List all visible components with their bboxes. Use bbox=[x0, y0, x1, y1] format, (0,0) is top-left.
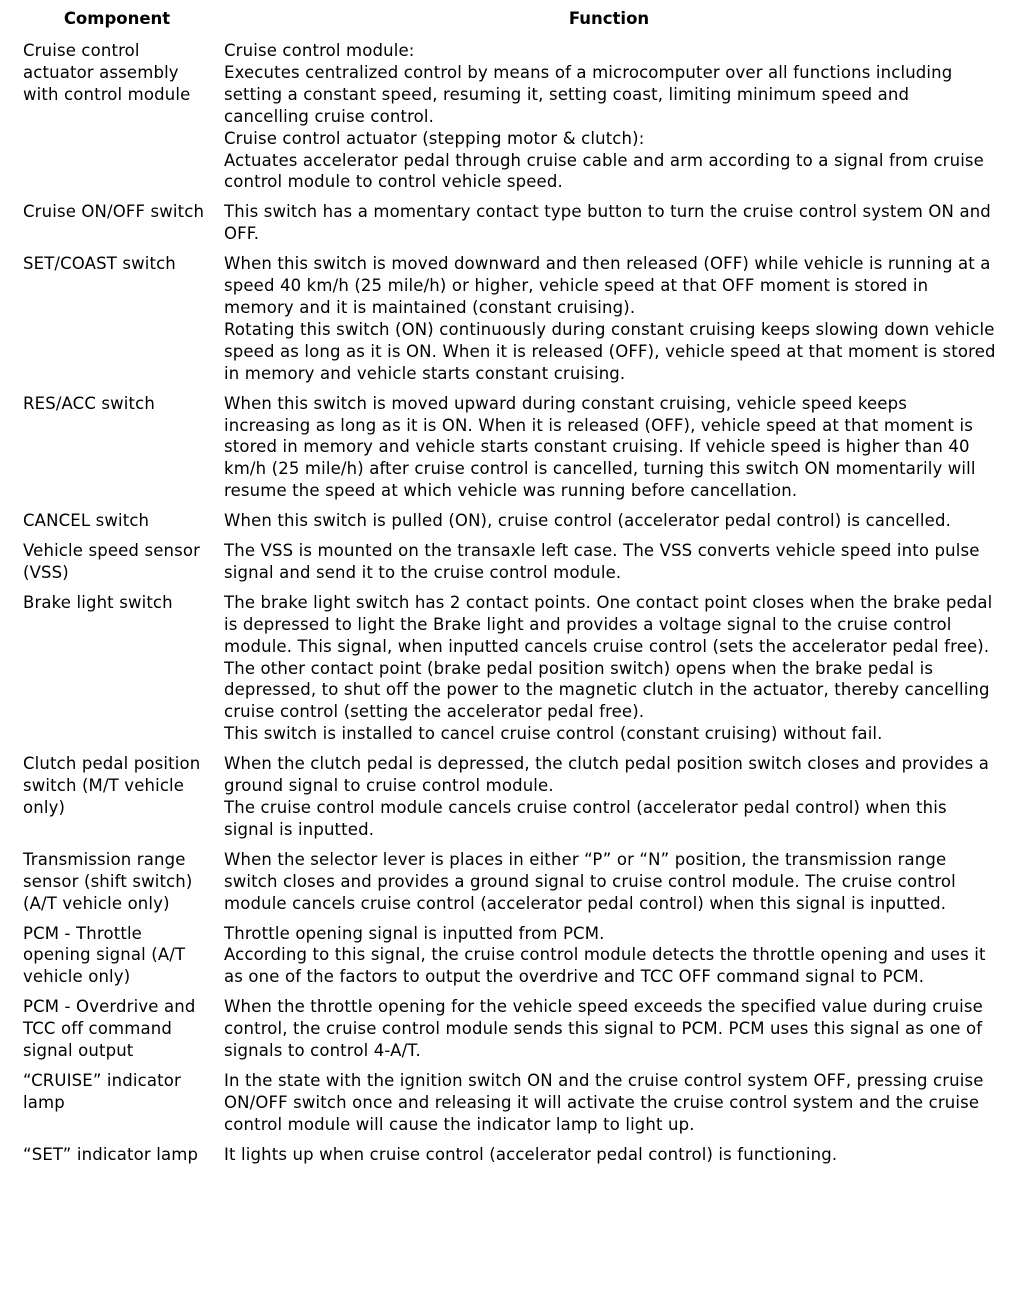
component-cell: PCM - Overdrive and TCC off command signal output bbox=[23, 997, 196, 1061]
table-row bbox=[16, 753, 1000, 849]
function-paragraph: Throttle opening signal is inputted from PCM. bbox=[224, 923, 605, 943]
function-paragraph: Rotating this switch (ON) continuously during constant cruising keeps slowing down vehicle speed as long as it is ON. When it is released (OFF), vehicle speed at that moment is stored in memory and vehicle starts constant cruising. bbox=[224, 319, 996, 383]
table-row bbox=[16, 393, 1000, 511]
component-cell: “SET” indicator lamp bbox=[23, 1144, 199, 1164]
function-cell bbox=[218, 923, 1000, 997]
component-cell: “CRUISE” indicator lamp bbox=[23, 1070, 181, 1112]
function-paragraph: Cruise control module: bbox=[224, 41, 415, 60]
function-cell bbox=[218, 996, 1000, 1070]
function-paragraph: When the selector lever is places in either “P” or “N” position, the transmission range switch closes and provides a ground signal to cruise control module. The cruise control module cancels cruise control (accelerator pedal control) when this signal is inputted. bbox=[224, 849, 956, 913]
table-header bbox=[16, 6, 1000, 40]
function-cell bbox=[218, 753, 1000, 849]
function-cell bbox=[218, 540, 1000, 592]
function-cell bbox=[218, 201, 1000, 253]
table-row bbox=[16, 849, 1000, 923]
component-function-table bbox=[16, 6, 1000, 1174]
table-row bbox=[16, 923, 1000, 997]
function-paragraph: The brake light switch has 2 contact points. One contact point closes when the brake pedal is depressed to light the Brake light and provides a voltage signal to the cruise control module. This signal, when inputted cancels cruise control (sets the accelerator pedal free). bbox=[224, 592, 993, 656]
function-cell bbox=[218, 253, 1000, 392]
component-cell: PCM - Throttle opening signal (A/T vehicle only) bbox=[23, 923, 186, 987]
function-cell bbox=[218, 849, 1000, 923]
header-component: Component bbox=[63, 9, 171, 28]
table-row bbox=[16, 540, 1000, 592]
component-cell: Brake light switch bbox=[23, 592, 173, 612]
function-cell bbox=[218, 393, 1000, 511]
function-paragraph: This switch has a momentary contact type button to turn the cruise control system ON and OFF. bbox=[224, 202, 991, 244]
header-row bbox=[16, 6, 1000, 40]
function-paragraph: When the clutch pedal is depressed, the clutch pedal position switch closes and provides a ground signal to cruise control module. bbox=[224, 754, 990, 796]
table-row bbox=[16, 592, 1000, 753]
component-cell: SET/COAST switch bbox=[23, 254, 176, 274]
table-row bbox=[16, 1144, 1000, 1174]
function-paragraph: In the state with the ignition switch ON and the cruise control system OFF, pressing cruise ON/OFF switch once and releasing it will activate the cruise control system and the cruise control module will cause the indicator lamp to light up. bbox=[224, 1070, 984, 1134]
component-cell: Clutch pedal position switch (M/T vehicle only) bbox=[23, 754, 201, 817]
component-cell: Cruise ON/OFF switch bbox=[23, 202, 205, 222]
table-row bbox=[16, 1070, 1000, 1144]
function-paragraph: When this switch is moved upward during constant cruising, vehicle speed keeps increasing as long as it is ON. When it is released (OFF), vehicle speed at that moment is stored in memory and vehicle starts constant cruising. If vehicle speed is higher than 40 km/h (25 mile/h) after cruise control is cancelled, turning this switch ON momentarily will resume the speed at which vehicle was running before cancellation. bbox=[224, 393, 976, 501]
function-paragraph: The other contact point (brake pedal position switch) opens when the brake pedal is depressed, to shut off the power to the magnetic clutch in the actuator, thereby cancelling cruise control (setting the accelerator pedal free). bbox=[224, 658, 990, 722]
header-function: Function bbox=[568, 9, 650, 28]
function-paragraph: When the throttle opening for the vehicle speed exceeds the specified value during cruise control, the cruise control module sends this signal to PCM. PCM uses this signal as one of signals to control 4-A/T. bbox=[224, 997, 983, 1061]
function-paragraph: The cruise control module cancels cruise control (accelerator pedal control) when this signal is inputted. bbox=[224, 798, 947, 839]
function-paragraph: When this switch is pulled (ON), cruise control (accelerator pedal control) is cancelled. bbox=[224, 511, 951, 531]
function-cell bbox=[218, 1070, 1000, 1144]
component-cell: Vehicle speed sensor (VSS) bbox=[23, 541, 201, 582]
function-paragraph: According to this signal, the cruise control module detects the throttle opening and uses it as one of the factors to output the overdrive and TCC OFF command signal to PCM. bbox=[224, 945, 986, 987]
function-cell bbox=[218, 40, 1000, 201]
function-paragraph: It lights up when cruise control (accelerator pedal control) is functioning. bbox=[224, 1144, 838, 1164]
table-body bbox=[16, 40, 1000, 1174]
function-paragraph: When this switch is moved downward and then released (OFF) while vehicle is running at a speed 40 km/h (25 mile/h) or higher, vehicle speed at that OFF moment is stored in memory and it is maintained (constant cruising). bbox=[224, 254, 991, 317]
function-cell bbox=[218, 1144, 1000, 1174]
table-row bbox=[16, 40, 1000, 201]
table-row bbox=[16, 253, 1000, 392]
function-cell bbox=[218, 592, 1000, 753]
function-paragraph: This switch is installed to cancel cruise control (constant cruising) without fail. bbox=[224, 724, 883, 744]
component-cell: CANCEL switch bbox=[23, 511, 150, 531]
function-paragraph: The VSS is mounted on the transaxle left case. The VSS converts vehicle speed into pulse signal and send it to the cruise control module. bbox=[224, 541, 980, 582]
component-cell: RES/ACC switch bbox=[23, 393, 155, 413]
function-cell bbox=[218, 510, 1000, 540]
table-row bbox=[16, 510, 1000, 540]
table-row bbox=[16, 201, 1000, 253]
component-cell: Cruise control actuator assembly with control module bbox=[23, 41, 191, 104]
function-paragraph: Actuates accelerator pedal through cruise cable and arm according to a signal from cruise control module to control vehicle speed. bbox=[224, 150, 984, 192]
function-paragraph: Executes centralized control by means of a microcomputer over all functions including setting a constant speed, resuming it, setting coast, limiting minimum speed and cancelling cruise control. bbox=[224, 62, 953, 126]
function-paragraph: Cruise control actuator (stepping motor & clutch): bbox=[224, 128, 645, 148]
table-row bbox=[16, 996, 1000, 1070]
component-cell: Transmission range sensor (shift switch) (A/T vehicle only) bbox=[23, 849, 193, 913]
